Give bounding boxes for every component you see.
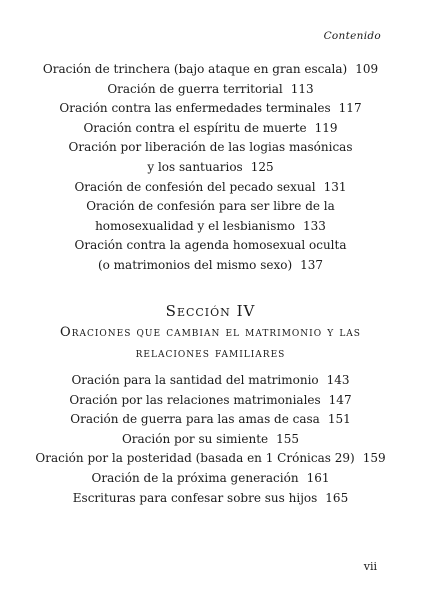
toc-page-number: 161 (306, 470, 330, 485)
toc-entry (0, 178, 421, 198)
section-heading (0, 300, 421, 364)
toc-entry-text: (o matrimonios del mismo sexo) (97, 257, 293, 272)
toc-page-number: 155 (276, 431, 300, 446)
toc-page-number: 109 (355, 62, 379, 76)
running-head: Contenido (323, 30, 381, 42)
page-number: vii (363, 560, 377, 573)
toc-entry (0, 469, 421, 489)
toc-entry-text: Oración para la santidad del matrimonio (71, 373, 319, 387)
toc-entry-text: Oración contra el espíritu de muerte (83, 120, 307, 135)
toc-entry-text: y los santuarios (147, 159, 243, 174)
toc-entry-text: Oración de la próxima generación (91, 470, 299, 485)
toc-page-number: 133 (303, 218, 326, 233)
toc-entry (0, 371, 421, 391)
toc-entry (0, 391, 421, 411)
toc-entry (0, 410, 421, 430)
toc-entry-continued (0, 217, 421, 237)
toc-entry-text: Oración por las relaciones matrimoniales (69, 392, 321, 407)
toc-entry-text: homosexualidad y el lesbianismo (95, 218, 295, 233)
toc-entry (0, 489, 421, 509)
toc-page-number: 151 (327, 412, 351, 427)
toc-entry (0, 430, 421, 450)
toc-list-bottom (0, 371, 421, 508)
toc-entry-text: Escrituras para confesar sobre sus hijos (72, 490, 318, 505)
toc-entry-continued (0, 158, 421, 178)
toc-list-top (0, 60, 421, 276)
toc-entry (0, 449, 421, 469)
toc-entry-text: Oración por su simiente (121, 431, 269, 446)
section-subtitle: Oraciones que cambian el matrimonio y las relaciones familiares (60, 325, 361, 361)
toc-entry-continued (0, 256, 421, 276)
toc-entry (0, 197, 421, 217)
toc-page-number: 143 (326, 373, 350, 387)
toc-page-number: 159 (362, 451, 386, 466)
toc-entry-text: Oración de confesión del pecado sexual (74, 179, 316, 194)
toc-entry (0, 99, 421, 119)
toc-page-number: 165 (325, 490, 349, 505)
toc-entry (0, 119, 421, 139)
toc-entry (0, 138, 421, 158)
toc-entry-text: Oración de guerra territorial (107, 81, 283, 96)
toc-page-number: 117 (338, 101, 362, 116)
toc-page-number: 147 (328, 392, 352, 407)
toc-entry (0, 80, 421, 100)
toc-page-number: 113 (290, 81, 314, 96)
toc-page-number: 137 (300, 257, 324, 272)
toc-entry-text: Oración de guerra para las amas de casa (70, 412, 320, 427)
toc-entry-text: Oración por liberación de las logias masónicas (68, 140, 353, 155)
toc-page-number: 119 (314, 120, 338, 135)
toc-entry (0, 236, 421, 256)
toc-entry-text: Oración contra las enfermedades terminales (59, 101, 331, 116)
toc-entry (0, 60, 421, 80)
toc-entry-text: Oración contra la agenda homosexual oculta (74, 238, 347, 253)
toc-page-number: 125 (250, 159, 274, 174)
toc-entry-text: Oración por la posteridad (basada en 1 Crónicas 29) (35, 451, 355, 466)
toc-entry-text: Oración de trinchera (bajo ataque en gran escala) (42, 62, 348, 76)
toc-entry-text: Oración de confesión para ser libre de la (86, 199, 335, 214)
section-title: Sección IV (165, 302, 256, 320)
toc-page-number: 131 (323, 179, 347, 194)
